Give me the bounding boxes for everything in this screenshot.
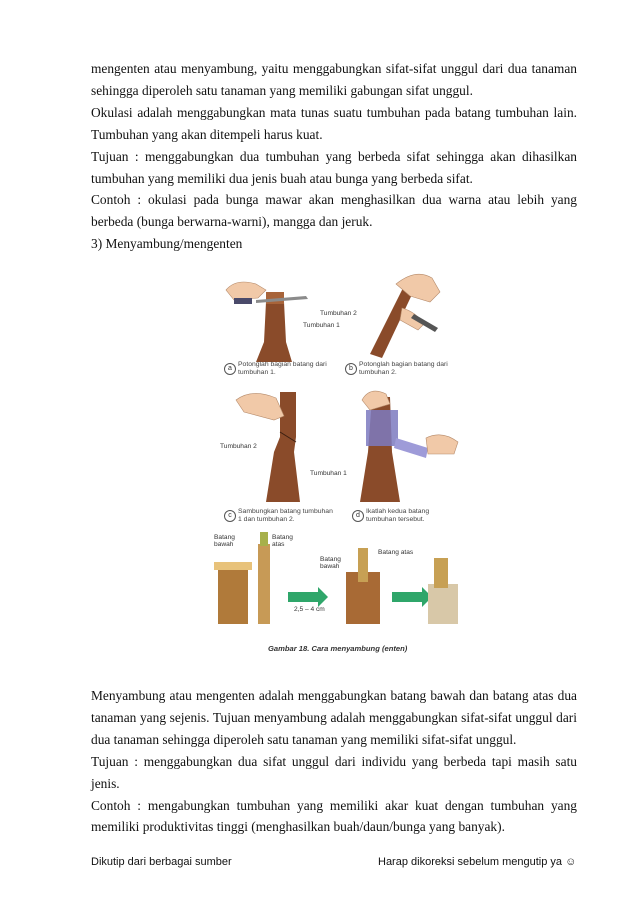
step-letter: b [345,363,357,375]
paragraph: Tujuan : menggabungkan dua tumbuhan yang berbeda sifat sehingga akan dihasilkan tumbuhan yang memiliki dua jenis buah atau bunga yang berbeda sifat. [91,148,577,186]
label-batang-atas: Batang atas [378,549,414,556]
label-tumbuhan-1: Tumbuhan 1 [310,470,347,477]
paragraph: Contoh : okulasi pada bunga mawar akan menghasilkan dua warna atau lebih yang berbeda (bunga berwarna-warni), mangga dan jeruk. [91,192,577,230]
label-tumbuhan-2: Tumbuhan 2 [320,310,357,317]
paragraph: mengenten atau menyambung, yaitu menggabungkan sifat-sifat unggul dari dua tanaman sehingga diperoleh satu tanaman yang memiliki gabungan sifat unggul. [91,61,577,98]
step-letter: d [352,510,364,522]
top-text-block [91,58,577,255]
step-caption: Potonglah bagian batang dari tumbuhan 1. [238,361,327,376]
step-letter: a [224,363,236,375]
paragraph: Menyambung atau mengenten adalah menggabungkan batang bawah dan batang atas dua tanaman yang sejenis. Tujuan menyambung adalah menggabungkan sifat-sifat unggul dari dua tanaman sehingga diperoleh satu tanaman yang memiliki sifat-sifat unggul. [91,688,577,747]
section-heading: 3) Menyambung/mengenten [91,236,243,252]
paragraph: Tujuan : menggabungkan dua sifat unggul dari individu yang berbeda tapi masih satu jenis. [91,753,577,791]
paragraph: Okulasi adalah menggabungkan mata tunas suatu tumbuhan pada batang tumbuhan lain. Tumbuhan yang akan ditempeli harus kuat. [91,104,577,142]
panel-a-trunk [226,282,308,362]
label-measure: 2,5 – 4 cm [294,606,325,613]
label-batang-bawah: Batang bawah [320,556,341,570]
figure-title: Gambar 18. Cara menyambung (enten) [268,644,408,653]
panel-b-branch [370,274,440,358]
footer-right: Harap dikoreksi sebelum mengutip ya ☺ [378,856,577,868]
bottom-text-block [91,685,577,838]
graft-photo-sequence [214,532,458,624]
label-batang-atas: Batang atas [272,534,293,548]
footer-left: Dikutip dari berbagai sumber [91,856,232,868]
step-caption: Potonglah bagian batang dari tumbuhan 2. [359,361,448,376]
label-tumbuhan-1: Tumbuhan 1 [303,322,340,329]
step-letter: c [224,510,236,522]
step-caption: Sambungkan batang tumbuhan 1 dan tumbuhan 2. [238,508,333,523]
step-caption: Ikatlah kedua batang tumbuhan tersebut. [366,508,430,523]
paragraph: Contoh : mengabungkan tumbuhan yang memiliki akar kuat dengan tumbuhan yang memiliki produktivitas tinggi (menghasilkan buah/daun/bunga yang banyak). [91,797,577,835]
label-tumbuhan-2: Tumbuhan 2 [220,443,257,450]
panel-d-tied [360,391,458,502]
label-batang-bawah: Batang bawah [214,534,235,548]
